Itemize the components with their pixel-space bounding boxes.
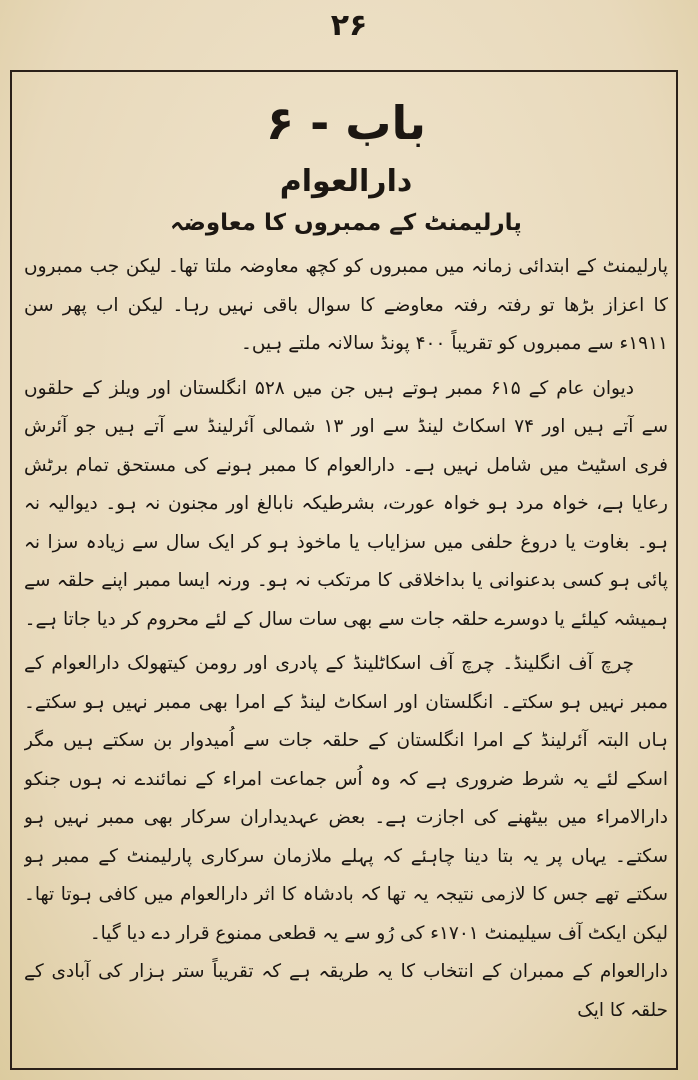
page-number: ۲۶ — [330, 8, 368, 43]
section-title: دارالعوام — [279, 164, 413, 199]
page-content — [24, 78, 668, 1063]
paragraph-1: پارلیمنٹ کے ابتدائی زمانہ میں ممبروں کو کچھ معاوضہ ملتا تھا۔ لیکن جب ممبروں کا اعزاز بڑھا تو رفتہ رفتہ معاوضے کا سوال باقی نہیں رہا۔ لیکن اب پھر سن ۱۹۱۱ء سے ممبروں کو تقریباً ۴۰۰ پونڈ سالانہ ملتے ہیں۔ — [24, 256, 668, 354]
paragraph-3: چرچ آف انگلینڈ۔ چرچ آف اسکاٹلینڈ کے پادری اور رومن کیتھولک دارالعوام کے ممبر نہیں ہو سکتے۔ انگلستان اور اسکاٹ لینڈ کے امرا بھی ممبر نہیں ہو سکتے۔ ہاں البتہ آئرلینڈ کے امرا انگلستان کے حلقہ جات سے اُمیدوار بن سکتے ہیں مگر اسکے لئے یہ شرط ضروری ہے کہ وہ اُس جماعت امراء کے نمائندے نہ ہوں جنکو دارالامراء میں بیٹھنے کی اجازت ہے۔ بعض عہدیداران سرکار بھی ممبر نہیں ہو سکتے۔ یہاں پر یہ بتا دینا چاہئے کہ پہلے ملازمان سرکاری پارلیمنٹ کے ممبر ہو سکتے تھے جس کا لازمی نتیجہ یہ تھا کہ بادشاہ کا اثر دارالعوام میں کافی ہوتا تھا۔ لیکن ایکٹ آف سیلیمنٹ ۱۷۰۱ء کی رُو سے یہ قطعی ممنوع قرار دے دیا گیا۔ — [24, 653, 668, 944]
paragraph-4: دارالعوام کے ممبران کے انتخاب کا یہ طریقہ ہے کہ تقریباً ستر ہزار کی آبادی کے حلقہ کا ایک — [24, 961, 668, 1021]
chapter-title: باب - ۶ — [266, 96, 426, 150]
paragraph-2: دیوان عام کے ۶۱۵ ممبر ہوتے ہیں جن میں ۵۲۸ انگلستان اور ویلز کے حلقوں سے آتے ہیں اور ۷۴ اسکاٹ لینڈ سے اور ۱۳ شمالی آئرلینڈ سے آتے ہیں جو آئرش فری اسٹیٹ میں شامل نہیں ہے۔ دارالعوام کا ممبر ہونے کی مستحق تمام برٹش رعایا ہے، خواہ مرد ہو خواہ عورت، بشرطیکہ نابالغ اور مجنون نہ ہو۔ دیوالیہ نہ ہو۔ بغاوت یا دروغ حلفی میں سزایاب یا ماخوذ ہو کر ایک سال سے زیادہ سزا نہ پائی ہو کسی بدعنوانی یا بداخلاقی کا مرتکب نہ ہو۔ ورنہ ایسا ممبر اپنے حلقہ سے ہمیشہ کیلئے یا دوسرے حلقہ جات سے بھی سات سال کے لئے محروم کر دیا جاتا ہے۔ — [24, 377, 668, 630]
sub-title: پارلیمنٹ کے ممبروں کا معاوضہ — [170, 210, 522, 236]
